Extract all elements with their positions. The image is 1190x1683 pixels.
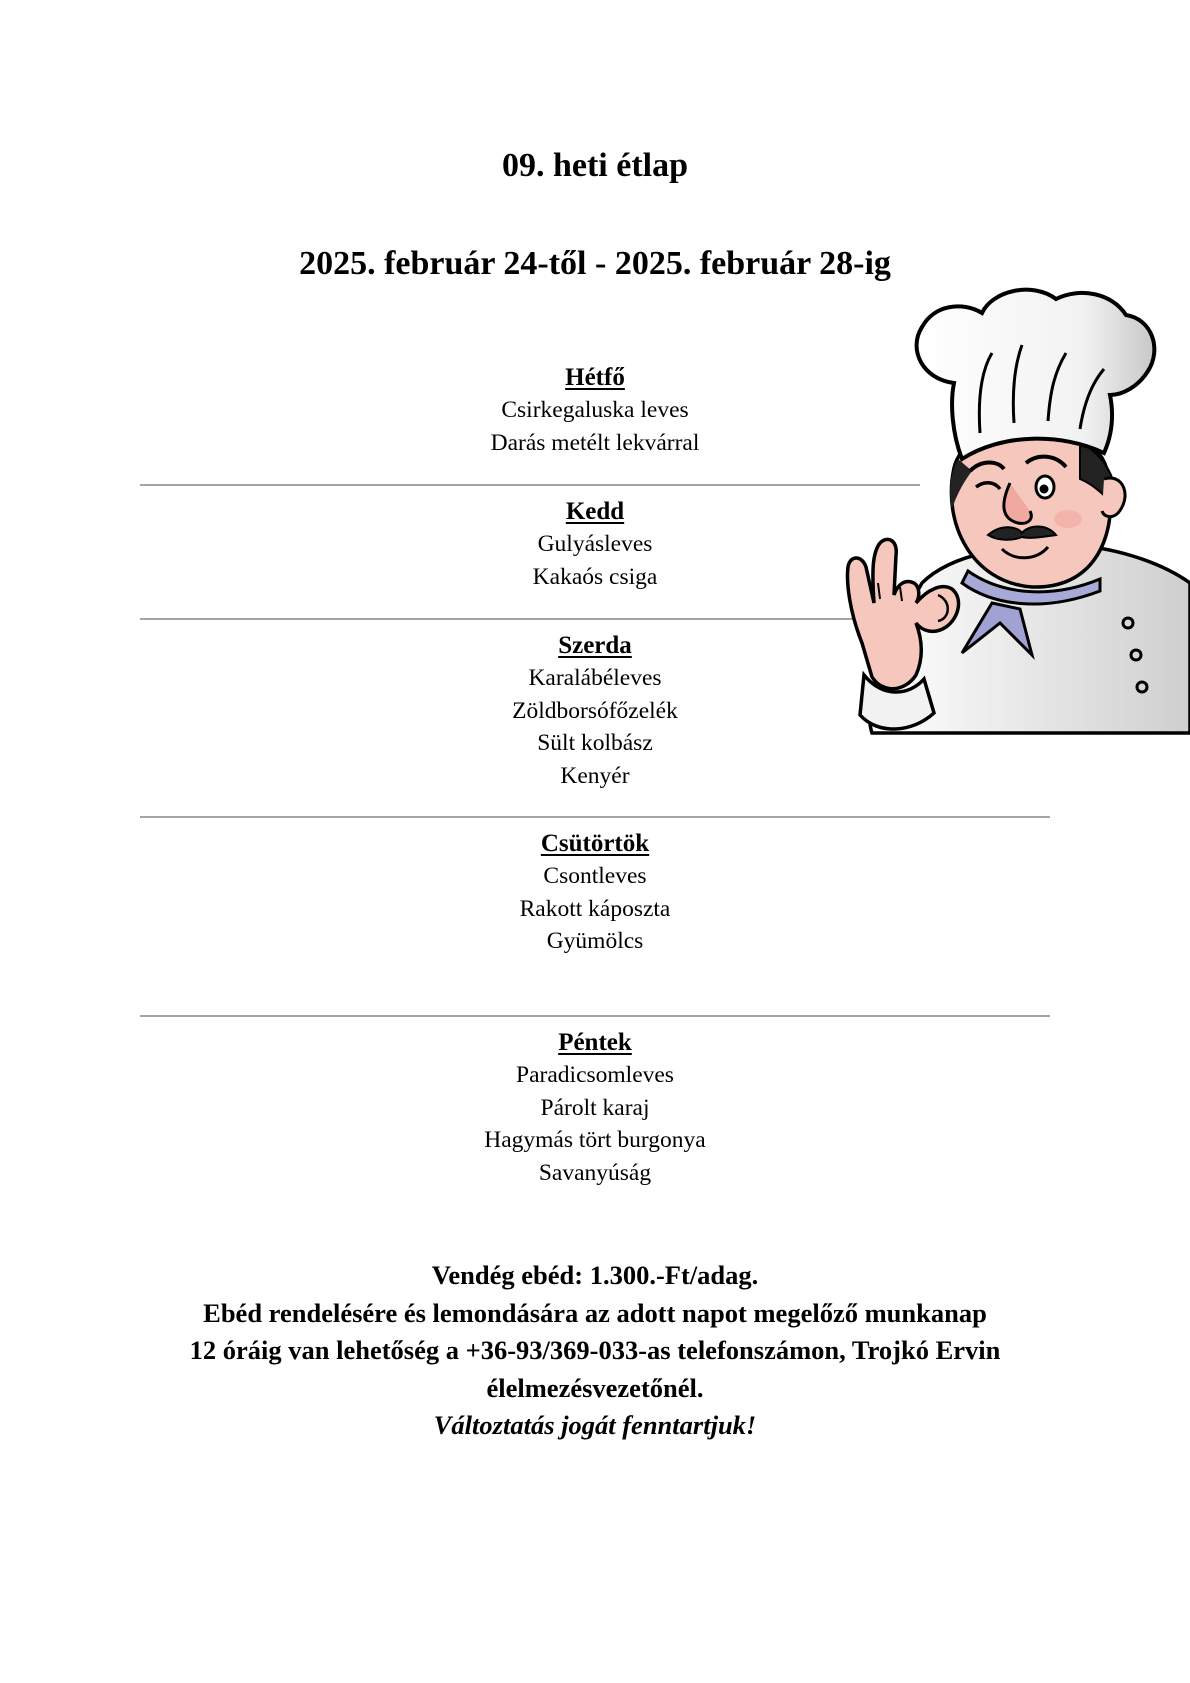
dish-item: Savanyúság: [538, 1159, 652, 1186]
dish-item: Darás metélt lekvárral: [490, 429, 700, 456]
day-name: Kedd: [565, 498, 625, 525]
dish-item: Párolt karaj: [540, 1094, 650, 1121]
day-block-thursday: [140, 828, 1050, 958]
dish-item: Gulyásleves: [537, 531, 653, 557]
dish-item: Sült kolbász: [537, 730, 653, 756]
date-range: 2025. február 24-től - 2025. február 28-ig: [299, 245, 891, 282]
order-info-line: élelmezésvezetőnél.: [486, 1372, 704, 1403]
day-divider: [140, 816, 1050, 818]
day-divider: [140, 484, 920, 486]
day-name: Szerda: [558, 632, 632, 659]
dish-item: Paradicsomleves: [516, 1062, 674, 1088]
chef-icon: [842, 283, 1190, 741]
dish-item: Karalábéleves: [528, 665, 662, 691]
disclaimer: Változtatás jogát fenntartjuk!: [433, 1410, 757, 1440]
dish-item: Csontleves: [543, 863, 647, 889]
guest-lunch-price: Vendég ebéd: 1.300.-Ft/adag.: [431, 1260, 759, 1290]
dish-item: Zöldborsófőzelék: [512, 697, 678, 724]
dish-item: Kenyér: [560, 762, 630, 789]
day-name: Péntek: [558, 1029, 632, 1056]
menu-title: 09. heti étlap: [501, 147, 689, 184]
dish-item: Rakott káposzta: [519, 895, 671, 922]
day-name: Hétfő: [565, 364, 625, 391]
order-info-line: Ebéd rendelésére és lemondására az adott napot megelőző munkanap: [203, 1297, 987, 1328]
day-name: Csütörtök: [540, 830, 650, 857]
dish-item: Csirkegaluska leves: [501, 397, 689, 423]
day-block-friday: [140, 1027, 1050, 1189]
dish-item: Gyümölcs: [546, 928, 644, 954]
day-divider: [140, 618, 860, 620]
dish-item: Kakaós csiga: [532, 563, 658, 590]
order-info-line: 12 óráig van lehetőség a +36-93/369-033-as telefonszámon, Trojkó Ervin: [189, 1335, 1001, 1365]
footer-notice: [0, 1257, 1190, 1445]
day-divider: [140, 1015, 1050, 1017]
dish-item: Hagymás tört burgonya: [484, 1127, 706, 1153]
